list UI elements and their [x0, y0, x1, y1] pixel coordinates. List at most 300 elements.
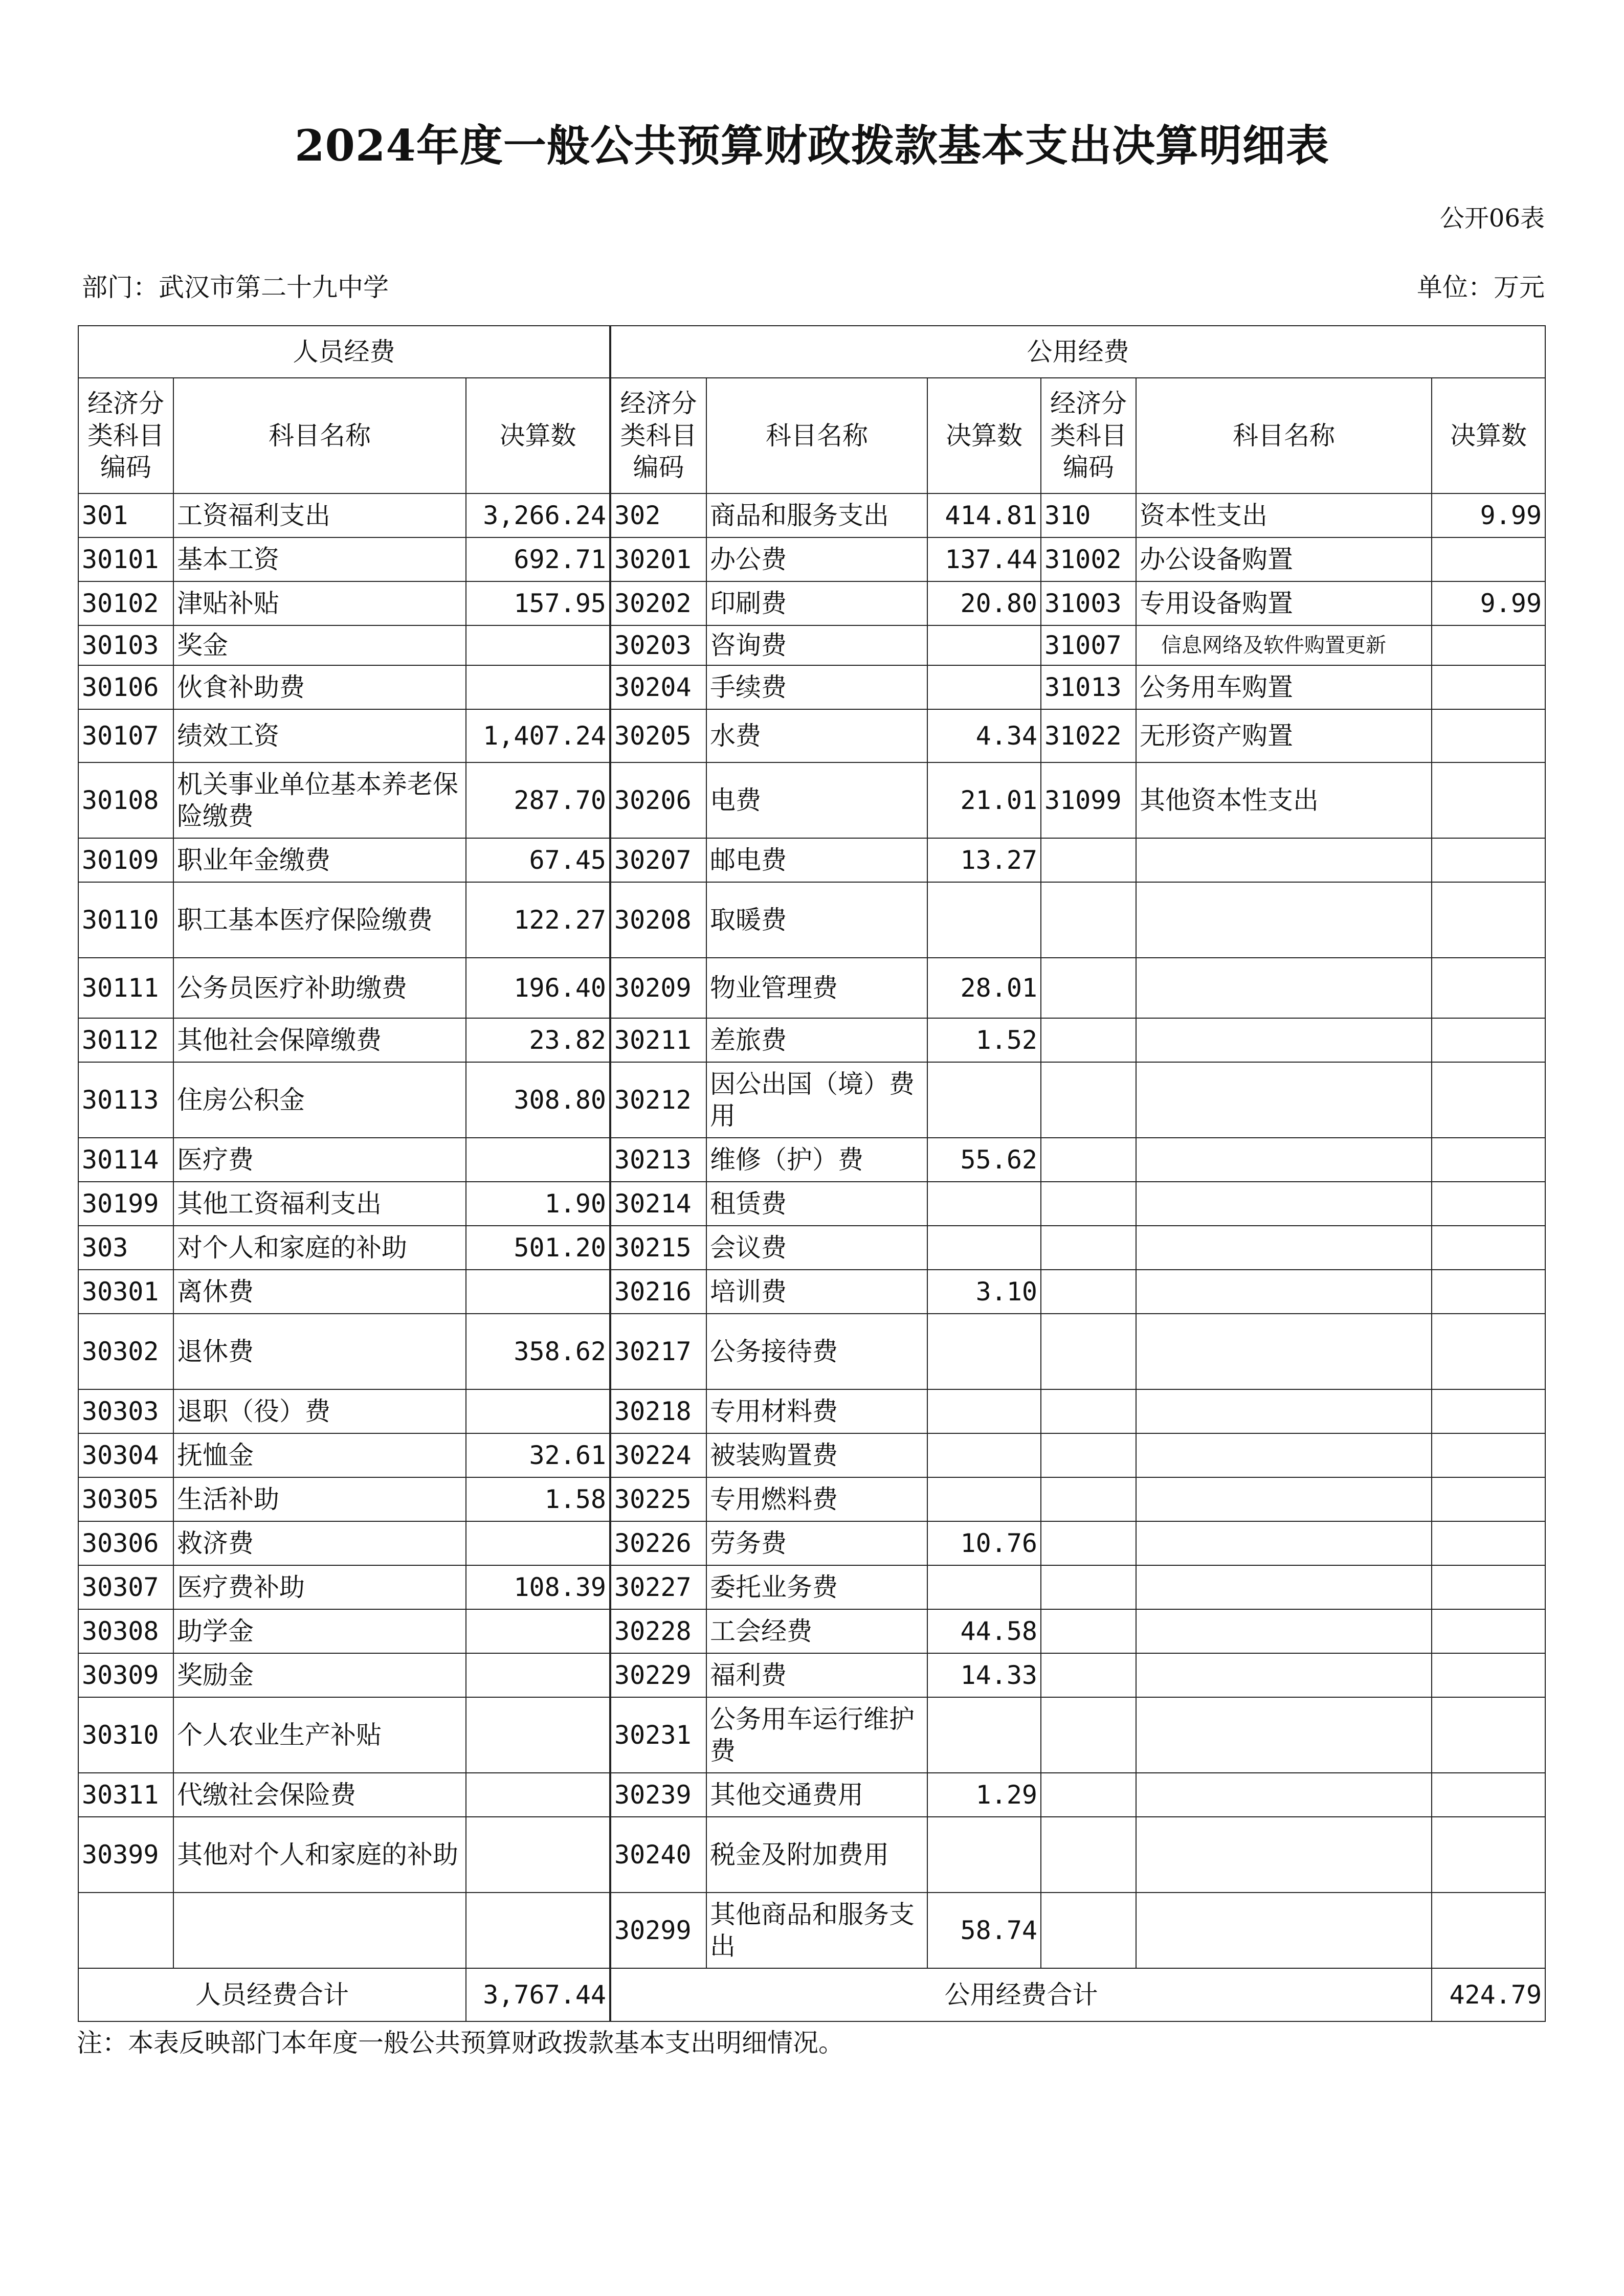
personnel-name: 抚恤金 — [173, 1433, 466, 1477]
personnel-code: 301 — [78, 493, 173, 537]
empty-cell — [1136, 1697, 1432, 1773]
personnel-amount: 501.20 — [466, 1226, 610, 1270]
personnel-code: 30310 — [78, 1697, 173, 1773]
personnel-name: 个人农业生产补贴 — [173, 1697, 466, 1773]
table-row — [78, 882, 1545, 958]
public-total-amount: 424.79 — [1432, 1968, 1545, 2021]
personnel-code: 303 — [78, 1226, 173, 1270]
public-amount: 1.52 — [927, 1018, 1041, 1062]
personnel-name: 其他工资福利支出 — [173, 1182, 466, 1226]
public-name: 印刷费 — [706, 581, 927, 625]
name-header: 科目名称 — [1136, 378, 1432, 493]
empty-cell — [1136, 1433, 1432, 1477]
public-code: 30228 — [610, 1609, 706, 1653]
public-amount: 28.01 — [927, 958, 1041, 1018]
personnel-amount — [466, 625, 610, 665]
table-row — [78, 537, 1545, 581]
public-code: 30299 — [610, 1893, 706, 1968]
public-code: 30203 — [610, 625, 706, 665]
capital-name: 信息网络及软件购置更新 — [1136, 625, 1432, 665]
public-amount: 137.44 — [927, 537, 1041, 581]
public-amount: 414.81 — [927, 493, 1041, 537]
public-name: 福利费 — [706, 1653, 927, 1697]
empty-cell — [1041, 838, 1136, 882]
public-amount — [927, 1314, 1041, 1389]
public-name: 其他商品和服务支出 — [706, 1893, 927, 1968]
personnel-name: 津贴补贴 — [173, 581, 466, 625]
personnel-amount — [466, 1817, 610, 1893]
capital-name: 无形资产购置 — [1136, 709, 1432, 762]
public-amount — [927, 1182, 1041, 1226]
personnel-name: 救济费 — [173, 1521, 466, 1565]
public-code: 30224 — [610, 1433, 706, 1477]
table-row — [78, 1062, 1545, 1138]
table-row — [78, 838, 1545, 882]
empty-cell — [1136, 1565, 1432, 1609]
personnel-amount — [466, 1773, 610, 1817]
public-name: 公务接待费 — [706, 1314, 927, 1389]
personnel-amount — [466, 1521, 610, 1565]
public-amount: 13.27 — [927, 838, 1041, 882]
public-name: 咨询费 — [706, 625, 927, 665]
personnel-code: 30110 — [78, 882, 173, 958]
public-code: 30227 — [610, 1565, 706, 1609]
public-name: 委托业务费 — [706, 1565, 927, 1609]
empty-cell — [1432, 1893, 1545, 1968]
public-amount: 3.10 — [927, 1270, 1041, 1314]
personnel-code: 30307 — [78, 1565, 173, 1609]
empty-cell — [1041, 882, 1136, 958]
personnel-name: 公务员医疗补助缴费 — [173, 958, 466, 1018]
public-amount: 10.76 — [927, 1521, 1041, 1565]
empty-cell — [1136, 1270, 1432, 1314]
personnel-amount: 692.71 — [466, 537, 610, 581]
empty-cell — [1136, 1389, 1432, 1433]
table-row — [78, 625, 1545, 665]
public-code: 30231 — [610, 1697, 706, 1773]
public-name: 维修（护）费 — [706, 1138, 927, 1182]
public-name: 专用材料费 — [706, 1389, 927, 1433]
personnel-name: 绩效工资 — [173, 709, 466, 762]
public-code: 30202 — [610, 581, 706, 625]
personnel-name — [173, 1893, 466, 1968]
public-code: 302 — [610, 493, 706, 537]
personnel-name: 机关事业单位基本养老保险缴费 — [173, 762, 466, 838]
expenditure-table — [78, 325, 1546, 2022]
empty-cell — [1136, 1653, 1432, 1697]
personnel-code: 30114 — [78, 1138, 173, 1182]
empty-cell — [1432, 1062, 1545, 1138]
table-row — [78, 493, 1545, 537]
table-row — [78, 1138, 1545, 1182]
empty-cell — [1136, 1138, 1432, 1182]
public-name: 税金及附加费用 — [706, 1817, 927, 1893]
empty-cell — [1432, 1817, 1545, 1893]
personnel-name: 退休费 — [173, 1314, 466, 1389]
empty-cell — [1432, 1270, 1545, 1314]
empty-cell — [1432, 1433, 1545, 1477]
code-header: 经济分类科目编码 — [1041, 378, 1136, 493]
personnel-code: 30101 — [78, 537, 173, 581]
public-code: 30239 — [610, 1773, 706, 1817]
public-name: 水费 — [706, 709, 927, 762]
table-row — [78, 1697, 1545, 1773]
empty-cell — [1041, 1609, 1136, 1653]
public-code: 30226 — [610, 1521, 706, 1565]
table-row — [78, 1773, 1545, 1817]
personnel-amount: 308.80 — [466, 1062, 610, 1138]
personnel-code: 30111 — [78, 958, 173, 1018]
empty-cell — [1041, 1893, 1136, 1968]
personnel-amount: 3,266.24 — [466, 493, 610, 537]
capital-amount: 9.99 — [1432, 581, 1545, 625]
personnel-name: 医疗费 — [173, 1138, 466, 1182]
personnel-code: 30399 — [78, 1817, 173, 1893]
capital-amount — [1432, 537, 1545, 581]
table-row — [78, 1270, 1545, 1314]
public-code: 30205 — [610, 709, 706, 762]
empty-cell — [1432, 1773, 1545, 1817]
personnel-name: 奖励金 — [173, 1653, 466, 1697]
empty-cell — [1041, 1182, 1136, 1226]
table-row — [78, 1521, 1545, 1565]
public-amount — [927, 882, 1041, 958]
empty-cell — [1041, 1817, 1136, 1893]
personnel-amount — [466, 1697, 610, 1773]
empty-cell — [1432, 838, 1545, 882]
personnel-amount: 122.27 — [466, 882, 610, 958]
public-name: 被装购置费 — [706, 1433, 927, 1477]
empty-cell — [1432, 1565, 1545, 1609]
public-amount: 14.33 — [927, 1653, 1041, 1697]
public-name: 培训费 — [706, 1270, 927, 1314]
capital-name: 专用设备购置 — [1136, 581, 1432, 625]
empty-cell — [1432, 882, 1545, 958]
personnel-amount: 108.39 — [466, 1565, 610, 1609]
public-code: 30216 — [610, 1270, 706, 1314]
personnel-code: 30309 — [78, 1653, 173, 1697]
public-amount: 21.01 — [927, 762, 1041, 838]
empty-cell — [1136, 1609, 1432, 1653]
personnel-total-amount: 3,767.44 — [466, 1968, 610, 2021]
public-amount — [927, 1389, 1041, 1433]
capital-code: 31022 — [1041, 709, 1136, 762]
public-amount — [927, 665, 1041, 709]
public-name: 办公费 — [706, 537, 927, 581]
personnel-name: 奖金 — [173, 625, 466, 665]
empty-cell — [1041, 1314, 1136, 1389]
personnel-code: 30112 — [78, 1018, 173, 1062]
empty-cell — [1432, 1653, 1545, 1697]
capital-code: 31007 — [1041, 625, 1136, 665]
capital-name: 办公设备购置 — [1136, 537, 1432, 581]
empty-cell — [1041, 1565, 1136, 1609]
personnel-name: 其他对个人和家庭的补助 — [173, 1817, 466, 1893]
personnel-name: 其他社会保障缴费 — [173, 1018, 466, 1062]
public-code: 30213 — [610, 1138, 706, 1182]
personnel-amount: 196.40 — [466, 958, 610, 1018]
public-name: 租赁费 — [706, 1182, 927, 1226]
table-row — [78, 709, 1545, 762]
public-amount — [927, 1433, 1041, 1477]
empty-cell — [1136, 1773, 1432, 1817]
public-amount — [927, 1817, 1041, 1893]
amount-header: 决算数 — [466, 378, 610, 493]
personnel-amount: 287.70 — [466, 762, 610, 838]
totals-row — [78, 1968, 1545, 2021]
empty-cell — [1136, 1521, 1432, 1565]
table-row — [78, 1817, 1545, 1893]
public-name: 因公出国（境）费用 — [706, 1062, 927, 1138]
public-code: 30229 — [610, 1653, 706, 1697]
empty-cell — [1432, 1018, 1545, 1062]
personnel-code: 30301 — [78, 1270, 173, 1314]
table-row — [78, 1182, 1545, 1226]
public-amount: 20.80 — [927, 581, 1041, 625]
empty-cell — [1041, 1138, 1136, 1182]
empty-cell — [1041, 1018, 1136, 1062]
empty-cell — [1136, 1477, 1432, 1521]
personnel-name: 对个人和家庭的补助 — [173, 1226, 466, 1270]
public-code: 30207 — [610, 838, 706, 882]
personnel-code: 30109 — [78, 838, 173, 882]
personnel-name: 工资福利支出 — [173, 493, 466, 537]
public-name: 会议费 — [706, 1226, 927, 1270]
public-name: 劳务费 — [706, 1521, 927, 1565]
code-header: 经济分类科目编码 — [78, 378, 173, 493]
empty-cell — [1136, 1226, 1432, 1270]
empty-cell — [1136, 882, 1432, 958]
personnel-code: 30106 — [78, 665, 173, 709]
personnel-name: 代缴社会保险费 — [173, 1773, 466, 1817]
empty-cell — [1041, 1062, 1136, 1138]
personnel-total-label: 人员经费合计 — [78, 1968, 466, 2021]
code-header: 经济分类科目编码 — [610, 378, 706, 493]
capital-name: 其他资本性支出 — [1136, 762, 1432, 838]
public-amount: 44.58 — [927, 1609, 1041, 1653]
public-code: 30214 — [610, 1182, 706, 1226]
personnel-code: 30113 — [78, 1062, 173, 1138]
personnel-amount — [466, 1389, 610, 1433]
empty-cell — [1041, 1773, 1136, 1817]
table-row — [78, 1433, 1545, 1477]
personnel-amount: 1.58 — [466, 1477, 610, 1521]
public-name: 手续费 — [706, 665, 927, 709]
personnel-code: 30102 — [78, 581, 173, 625]
table-row — [78, 665, 1545, 709]
empty-cell — [1136, 1893, 1432, 1968]
public-name: 物业管理费 — [706, 958, 927, 1018]
personnel-name: 基本工资 — [173, 537, 466, 581]
public-code: 30225 — [610, 1477, 706, 1521]
public-header: 公用经费 — [610, 326, 1545, 378]
personnel-amount — [466, 1653, 610, 1697]
amount-header: 决算数 — [1432, 378, 1545, 493]
personnel-name: 离休费 — [173, 1270, 466, 1314]
table-row — [78, 958, 1545, 1018]
table-row — [78, 1389, 1545, 1433]
public-code: 30208 — [610, 882, 706, 958]
table-row — [78, 1653, 1545, 1697]
department-label: 部门：武汉市第二十九中学 — [82, 273, 389, 302]
personnel-amount: 157.95 — [466, 581, 610, 625]
public-name: 取暖费 — [706, 882, 927, 958]
empty-cell — [1432, 1182, 1545, 1226]
personnel-name: 生活补助 — [173, 1477, 466, 1521]
public-name: 工会经费 — [706, 1609, 927, 1653]
personnel-amount: 67.45 — [466, 838, 610, 882]
public-code: 30206 — [610, 762, 706, 838]
empty-cell — [1041, 1653, 1136, 1697]
personnel-code: 30107 — [78, 709, 173, 762]
personnel-header: 人员经费 — [78, 326, 610, 378]
public-amount — [927, 1226, 1041, 1270]
public-amount: 55.62 — [927, 1138, 1041, 1182]
empty-cell — [1041, 1389, 1136, 1433]
capital-amount — [1432, 625, 1545, 665]
empty-cell — [1041, 1433, 1136, 1477]
empty-cell — [1041, 958, 1136, 1018]
empty-cell — [1136, 1018, 1432, 1062]
empty-cell — [1136, 838, 1432, 882]
capital-amount: 9.99 — [1432, 493, 1545, 537]
personnel-name: 退职（役）费 — [173, 1389, 466, 1433]
name-header: 科目名称 — [173, 378, 466, 493]
personnel-code: 30103 — [78, 625, 173, 665]
personnel-amount: 32.61 — [466, 1433, 610, 1477]
empty-cell — [1041, 1697, 1136, 1773]
public-amount — [927, 625, 1041, 665]
personnel-code: 30308 — [78, 1609, 173, 1653]
table-row — [78, 581, 1545, 625]
amount-header: 决算数 — [927, 378, 1041, 493]
personnel-code: 30302 — [78, 1314, 173, 1389]
capital-name: 公务用车购置 — [1136, 665, 1432, 709]
empty-cell — [1432, 1477, 1545, 1521]
capital-code: 31013 — [1041, 665, 1136, 709]
public-code: 30201 — [610, 537, 706, 581]
empty-cell — [1041, 1477, 1136, 1521]
empty-cell — [1136, 1314, 1432, 1389]
personnel-name: 伙食补助费 — [173, 665, 466, 709]
footnote: 注：本表反映部门本年度一般公共预算财政拨款基本支出明细情况。 — [77, 2028, 844, 2058]
public-amount: 58.74 — [927, 1893, 1041, 1968]
public-name: 差旅费 — [706, 1018, 927, 1062]
capital-amount — [1432, 665, 1545, 709]
public-code: 30204 — [610, 665, 706, 709]
empty-cell — [1041, 1521, 1136, 1565]
personnel-code: 30306 — [78, 1521, 173, 1565]
public-amount — [927, 1062, 1041, 1138]
personnel-amount: 1.90 — [466, 1182, 610, 1226]
empty-cell — [1432, 1226, 1545, 1270]
empty-cell — [1136, 1182, 1432, 1226]
empty-cell — [1432, 1389, 1545, 1433]
table-row — [78, 1893, 1545, 1968]
public-code: 30217 — [610, 1314, 706, 1389]
personnel-amount: 358.62 — [466, 1314, 610, 1389]
public-code: 30215 — [610, 1226, 706, 1270]
personnel-name: 助学金 — [173, 1609, 466, 1653]
table-row — [78, 1609, 1545, 1653]
capital-code: 31099 — [1041, 762, 1136, 838]
capital-name: 资本性支出 — [1136, 493, 1432, 537]
personnel-code: 30311 — [78, 1773, 173, 1817]
capital-amount — [1432, 709, 1545, 762]
personnel-code: 30304 — [78, 1433, 173, 1477]
public-code: 30240 — [610, 1817, 706, 1893]
public-name: 公务用车运行维护费 — [706, 1697, 927, 1773]
empty-cell — [1432, 958, 1545, 1018]
empty-cell — [1432, 1697, 1545, 1773]
personnel-amount — [466, 1270, 610, 1314]
capital-code: 310 — [1041, 493, 1136, 537]
public-code: 30212 — [610, 1062, 706, 1138]
personnel-code: 30305 — [78, 1477, 173, 1521]
personnel-code: 30303 — [78, 1389, 173, 1433]
capital-amount — [1432, 762, 1545, 838]
table-row — [78, 1565, 1545, 1609]
public-total-label: 公用经费合计 — [610, 1968, 1432, 2021]
public-amount — [927, 1697, 1041, 1773]
empty-cell — [1432, 1609, 1545, 1653]
empty-cell — [1136, 1062, 1432, 1138]
empty-cell — [1041, 1270, 1136, 1314]
personnel-name: 职业年金缴费 — [173, 838, 466, 882]
table-number: 公开06表 — [1439, 204, 1545, 233]
table-row — [78, 1226, 1545, 1270]
public-amount — [927, 1477, 1041, 1521]
public-name: 邮电费 — [706, 838, 927, 882]
public-amount: 4.34 — [927, 709, 1041, 762]
public-code: 30218 — [610, 1389, 706, 1433]
public-code: 30211 — [610, 1018, 706, 1062]
public-code: 30209 — [610, 958, 706, 1018]
empty-cell — [1136, 1817, 1432, 1893]
public-name: 商品和服务支出 — [706, 493, 927, 537]
unit-label: 单位：万元 — [1417, 273, 1545, 302]
table-row — [78, 1314, 1545, 1389]
name-header: 科目名称 — [706, 378, 927, 493]
empty-cell — [1432, 1521, 1545, 1565]
public-name: 电费 — [706, 762, 927, 838]
table-row — [78, 762, 1545, 838]
personnel-code: 30199 — [78, 1182, 173, 1226]
public-name: 专用燃料费 — [706, 1477, 927, 1521]
capital-code: 31002 — [1041, 537, 1136, 581]
personnel-amount — [466, 1609, 610, 1653]
personnel-amount — [466, 1893, 610, 1968]
public-amount — [927, 1565, 1041, 1609]
personnel-name: 医疗费补助 — [173, 1565, 466, 1609]
empty-cell — [1432, 1138, 1545, 1182]
empty-cell — [1136, 958, 1432, 1018]
public-name: 其他交通费用 — [706, 1773, 927, 1817]
page-title: 2024年度一般公共预算财政拨款基本支出决算明细表 — [295, 120, 1329, 171]
empty-cell — [1041, 1226, 1136, 1270]
personnel-code: 30108 — [78, 762, 173, 838]
personnel-amount — [466, 665, 610, 709]
personnel-amount — [466, 1138, 610, 1182]
personnel-amount: 1,407.24 — [466, 709, 610, 762]
personnel-amount: 23.82 — [466, 1018, 610, 1062]
public-amount: 1.29 — [927, 1773, 1041, 1817]
personnel-code — [78, 1893, 173, 1968]
capital-code: 31003 — [1041, 581, 1136, 625]
empty-cell — [1432, 1314, 1545, 1389]
personnel-name: 住房公积金 — [173, 1062, 466, 1138]
table-row — [78, 1018, 1545, 1062]
